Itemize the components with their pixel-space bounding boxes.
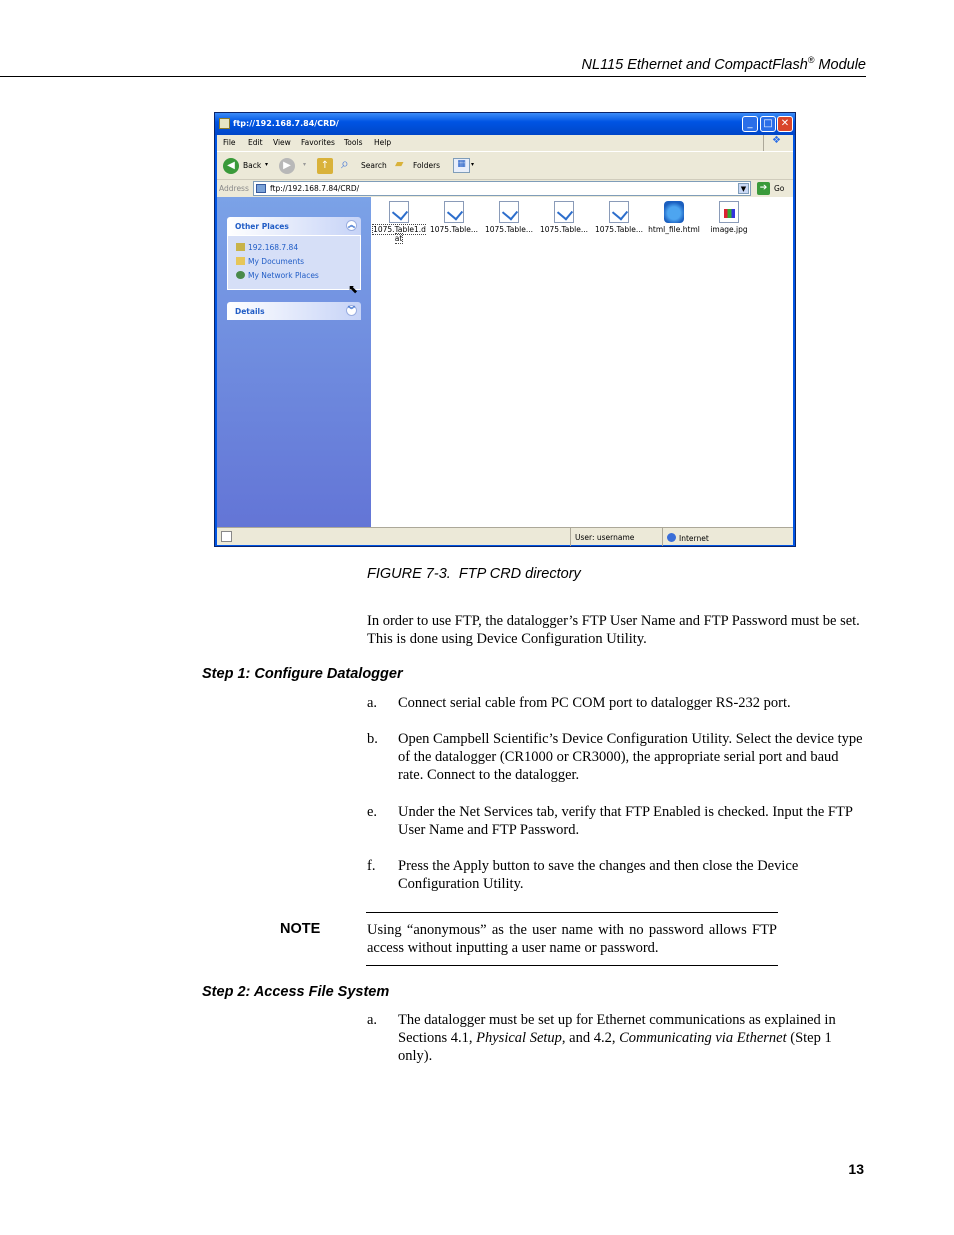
back-arrow-icon[interactable]: ◀: [223, 158, 239, 174]
item-text: The datalogger must be set up for Ethernet communications as explained in Sections 4.1, Physical Setup, and 4.2, Communicating via Ethernet (Step 1 only).: [398, 1012, 836, 1064]
item-text: Press the Apply button to save the changes and then close the Device Configuration Utility.: [398, 858, 799, 892]
views-icon[interactable]: ▦: [453, 158, 470, 173]
item-letter: a.: [367, 695, 378, 711]
document-icon: [554, 201, 574, 223]
item-text: Open Campbell Scientific’s Device Configuration Utility. Select the device type of the datalogger (CR1000 or CR3000), the appropriate serial port and baud rate. Connect to the datalogger.: [398, 731, 863, 783]
other-places-panel: [227, 235, 361, 296]
go-arrow-icon[interactable]: ➔: [757, 182, 770, 195]
window-title: ftp://192.168.7.84/CRD/: [233, 119, 339, 128]
status-bar: [217, 527, 793, 545]
search-icon[interactable]: ⌕: [341, 156, 349, 172]
document-icon: [444, 201, 464, 223]
step1-item: [367, 730, 864, 784]
menu-bar: [217, 135, 793, 151]
file-item[interactable]: [702, 201, 756, 234]
file-item[interactable]: [647, 201, 701, 234]
status-user: User: username: [575, 533, 635, 542]
file-name: image.jpg: [710, 225, 748, 234]
step2-item: [367, 1011, 864, 1065]
window-titlebar: [215, 113, 795, 135]
intro-paragraph: In order to use FTP, the datalogger’s FTP User Name and FTP Password must be set. This is done using Device Configuration Utility.: [367, 613, 860, 647]
note-text: Using “anonymous” as the user name with no password allows FTP access without inputting a user name or password.: [367, 922, 777, 956]
expand-chevron-icon[interactable]: ︾: [348, 306, 355, 314]
menu-view[interactable]: View: [273, 138, 291, 147]
back-dropdown-icon[interactable]: ▾: [265, 161, 269, 168]
link-ftp-host[interactable]: 192.168.7.84: [236, 243, 298, 252]
other-places-header[interactable]: [227, 217, 361, 235]
step1-heading: Step 1: Configure Datalogger: [202, 666, 403, 682]
address-label: Address: [219, 184, 249, 193]
address-bar: [217, 179, 793, 197]
task-pane: [217, 197, 371, 527]
mouse-cursor-icon: ⬉: [348, 282, 359, 296]
menu-tools[interactable]: Tools: [344, 138, 363, 147]
page-status-icon: [221, 531, 232, 542]
back-button[interactable]: Back: [243, 161, 262, 170]
step1-item: [367, 857, 864, 893]
file-item[interactable]: [427, 201, 481, 234]
item-letter: a.: [367, 1012, 378, 1028]
file-name: 1075.Table...: [594, 225, 644, 234]
collapse-chevron-icon[interactable]: ︽: [348, 221, 355, 229]
link-my-network-places[interactable]: My Network Places: [236, 271, 319, 280]
document-icon: [499, 201, 519, 223]
step2-heading: Step 2: Access File System: [202, 984, 390, 1000]
up-folder-icon[interactable]: ↑: [317, 158, 333, 174]
item-letter: f.: [367, 858, 376, 874]
status-user-segment: [570, 528, 662, 546]
document-icon: [609, 201, 629, 223]
status-zone: Internet: [667, 533, 709, 543]
file-item[interactable]: [482, 201, 536, 234]
views-dropdown-icon[interactable]: ▾: [471, 161, 475, 168]
item-letter: b.: [367, 731, 378, 747]
note-box: [366, 912, 778, 966]
address-input[interactable]: [253, 181, 751, 196]
file-list: [371, 197, 793, 527]
image-file-icon: [719, 201, 739, 223]
toolbar: [217, 151, 793, 179]
note-label: NOTE: [280, 921, 321, 937]
ftp-window-screenshot: [214, 112, 796, 547]
ftp-folder-icon: [236, 243, 245, 251]
menu-favorites[interactable]: Favorites: [301, 138, 335, 147]
page-number: 13: [848, 1161, 864, 1177]
address-value: ftp://192.168.7.84/CRD/: [270, 184, 360, 193]
step1-item: [367, 694, 864, 712]
file-name: 1075.Table...: [539, 225, 589, 234]
html-file-icon: [664, 201, 684, 223]
file-name: 1075.Table...: [484, 225, 534, 234]
windows-flag-icon: ❖: [763, 135, 789, 151]
details-title: Details: [235, 307, 265, 316]
file-item[interactable]: [372, 201, 426, 243]
network-places-icon: [236, 271, 245, 279]
address-dropdown-icon[interactable]: ▼: [738, 183, 749, 194]
link-my-documents[interactable]: My Documents: [236, 257, 304, 266]
step1-item: [367, 803, 864, 839]
close-button[interactable]: ✕: [777, 116, 793, 132]
file-item[interactable]: [537, 201, 591, 234]
maximize-button[interactable]: □: [760, 116, 776, 132]
menu-edit[interactable]: Edit: [248, 138, 263, 147]
item-letter: e.: [367, 804, 378, 820]
figure-caption: FIGURE 7-3. FTP CRD directory: [367, 566, 581, 582]
details-header[interactable]: [227, 302, 361, 320]
file-name: 1075.Table1.d at: [373, 225, 426, 243]
search-button[interactable]: Search: [361, 161, 387, 170]
other-places-title: Other Places: [235, 222, 289, 231]
folders-icon[interactable]: ▰: [395, 157, 404, 170]
forward-dropdown-icon[interactable]: ▾: [303, 161, 307, 168]
internet-globe-icon: [667, 533, 676, 542]
documents-folder-icon: [236, 257, 245, 265]
menu-help[interactable]: Help: [374, 138, 392, 147]
item-text: Connect serial cable from PC COM port to datalogger RS-232 port.: [398, 695, 791, 711]
minimize-button[interactable]: _: [742, 116, 758, 132]
page-header: [0, 0, 866, 77]
ftp-icon: [256, 184, 266, 193]
header-title: NL115 Ethernet and CompactFlash® Module: [581, 55, 866, 73]
file-item[interactable]: [592, 201, 646, 234]
menu-file[interactable]: File: [223, 138, 236, 147]
go-button[interactable]: Go: [774, 184, 785, 193]
folder-icon: [219, 118, 230, 129]
item-text: Under the Net Services tab, verify that FTP Enabled is checked. Input the FTP User Name and FTP Password.: [398, 804, 853, 838]
file-name: 1075.Table...: [429, 225, 479, 234]
document-icon: [389, 201, 409, 223]
forward-arrow-icon[interactable]: ▶: [279, 158, 295, 174]
folders-button[interactable]: Folders: [413, 161, 441, 170]
status-zone-segment: [662, 528, 793, 546]
file-name: html_file.html: [648, 225, 700, 234]
